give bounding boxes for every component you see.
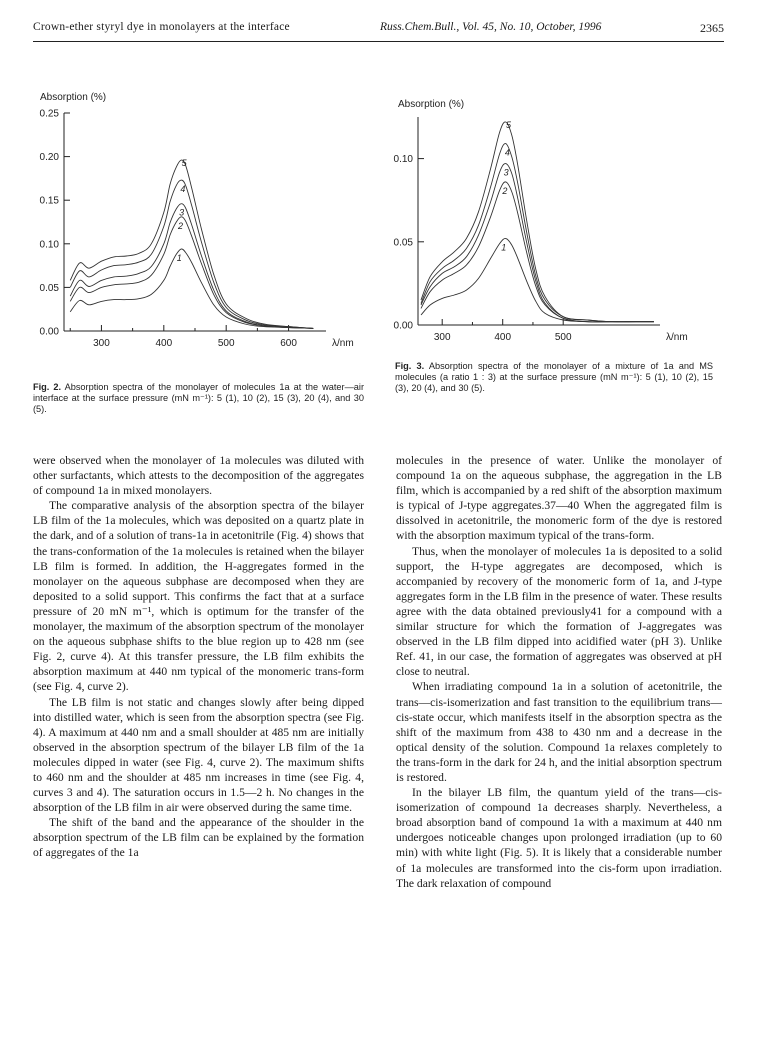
fig2-series-line-3 (70, 204, 313, 329)
fig3-y-tick-label: 0.00 (393, 320, 413, 332)
paragraph: The shift of the band and the appearance of the shoulder in the absorption spectrum of the LB film can be explained by the formation of aggregates of the 1a (33, 816, 364, 860)
fig2-x-tick-label: 300 (93, 338, 110, 349)
fig2-y-tick-label: 0.25 (39, 108, 59, 120)
fig3-series-line-3 (421, 164, 654, 322)
fig3-x-tick-label: 300 (433, 332, 451, 343)
fig3-x-tick-label: 500 (554, 332, 572, 343)
journal-citation: Russ.Chem.Bull., Vol. 45, No. 10, October, 1996 (380, 21, 602, 33)
fig2-y-tick-label: 0.00 (39, 326, 59, 338)
header-rule (33, 41, 724, 42)
fig3-series-label-4: 4 (504, 147, 510, 158)
fig2-ylabel: Absorption (%) (40, 92, 107, 103)
paragraph: When irradiating compound 1a in a solution of acetonitrile, the trans—cis-isomerization and fast transition to the equilibrium trans—cis-state occur, which manifests itself in the absorption spectra as the shift of the maximum from 438 to 430 nm and a decrease in the optical density of the solution. Compound 1a relaxes completely to the trans-form in the dark for 24 h, and the initial absorption spectrum is restored. (396, 680, 722, 784)
paragraph: In the bilayer LB film, the quantum yield of the trans—cis-isomerization of compound 1a decreases sharply. Nevertheless, a broad absorption band of compound 1a with a maximum at 440 nm undergoes noticeable changes upon prolonged irradiation (up to 60 min) with white light (Fig. 5). It is likely that a considerable number of 1a molecules are transformed into the cis-form upon irradiation. The dark relaxation of compound (396, 786, 722, 890)
fig3-series-line-2 (421, 182, 654, 322)
fig2-series-line-4 (70, 180, 313, 328)
fig3-x-axis-label: λ/nm (666, 332, 688, 343)
fig2-caption-label: Fig. 2. (33, 382, 62, 392)
fig3-caption-label: Fig. 3. (395, 361, 425, 371)
paragraph: The comparative analysis of the absorption spectra of the bilayer LB film of the 1a molecules, which was deposited on a quartz plate in the dark, and of a solution of trans-1a in acetonitrile (Fig. 4) shows that the trans-conformation of the 1a molecules is retained when the bilayer LB film is formed. In addition, the H-aggregates formed in the monolayer on the aqueous subphase are decomposed when they are deposited to a solid support. This confirms the fact that at a surface pressure of 20 mN m⁻¹, which is optimum for the transfer of the monolayer, the maximum of the absorption spectrum of the monolayer on the aqueous subphase shifts to the blue region up to 428 nm (see Fig. 2, curve 4). At this transfer pressure, the LB film exhibits the absorption maximum at 440 nm typical of the monomeric trans-form (see Fig. 4, curve 2). (33, 499, 364, 694)
fig2-x-tick-label: 600 (280, 338, 297, 349)
figure-2-caption (33, 382, 364, 416)
fig3-y-tick-label: 0.10 (393, 154, 413, 166)
fig3-series-line-4 (421, 144, 654, 322)
figure-3-chart (390, 95, 720, 345)
fig2-series-label-3: 3 (179, 207, 185, 218)
fig2-caption-body: Absorption spectra of the monolayer of molecules 1a at the water—air interface at the surface pressure (mN m⁻¹): 5 (1), 10 (2), 15 (3), 20 (4), and 30 (5). (33, 382, 365, 415)
paragraph: molecules in the presence of water. Unlike the monolayer of compound 1a on the aqueous subphase, the aggregation in the LB film, which is accompanied by a red shift of the absorption maximum is typical of J-type aggregates.37—40 When the aggregated film is dissolved in acetonitrile, the monomeric form of the dye is restored with the absorption maximum typical of the trans-form. (396, 454, 722, 543)
fig3-ylabel: Absorption (%) (398, 99, 465, 110)
figure-3-caption (395, 361, 713, 395)
fig2-y-tick-label: 0.10 (39, 239, 59, 251)
fig3-caption-body: Absorption spectra of the monolayer of a mixture of 1a and MS molecules (a ratio 1 : 3) at the surface pressure (mN m⁻¹): 5 (1), 10 (2), 15 (3), 20 (4), and 30 (5). (395, 361, 714, 394)
fig3-series-label-2: 2 (502, 185, 508, 196)
fig3-series-label-1: 1 (501, 242, 507, 253)
fig2-series-label-1: 1 (176, 253, 182, 264)
fig2-y-tick-label: 0.15 (39, 195, 59, 207)
figure-2-chart (30, 88, 370, 368)
fig3-series-label-5: 5 (506, 119, 512, 130)
fig2-series-line-1 (70, 249, 313, 328)
fig2-x-axis-label: λ/nm (332, 338, 354, 349)
fig2-series-line-2 (70, 217, 313, 329)
paragraph: Thus, when the monolayer of molecules 1a is deposited to a solid support, the H-type aggregates are decomposed, which is accompanied by recovery of the monomeric form of 1a, and J-type aggregates form in the LB film in the presence of water. These results agree with the data obtained previously41 for a compound with a similar structure for which the formation of J-aggregates was observed in the LB film dipped into acidified water (pH 3). Unlike Ref. 41, in our case, the formation of aggregates was observed at pH close to neutral. (396, 544, 722, 679)
fig3-y-tick-label: 0.05 (393, 237, 413, 249)
fig2-series-label-2: 2 (177, 220, 183, 231)
body-column-right (396, 453, 722, 891)
running-title: Crown-ether styryl dye in monolayers at the interface (33, 21, 290, 33)
fig2-y-tick-label: 0.05 (39, 282, 59, 294)
fig3-series-line-1 (421, 238, 654, 321)
paragraph: The LB film is not static and changes slowly after being dipped into distilled water, which is seen from the absorption spectra (see Fig. 4). A maximum at 440 nm and a small shoulder at 485 nm are initially observed in the absorption spectrum of the bilayer LB film of the 1a molecules dipped in water (see Fig. 4, curve 2). The maximum shifts to 460 nm and the shoulder at 485 nm increases in time (see Fig. 4, curves 3 and 4). The saturation occurs in 1.5—2 h. No changes in the absorption of the LB film in air were observed during the same time. (33, 695, 364, 815)
fig2-y-tick-label: 0.20 (39, 152, 59, 164)
paragraph: were observed when the monolayer of 1a molecules was diluted with other surfactants, which attests to the decomposition of the aggregates of compound 1a in mixed monolayers. (33, 454, 364, 498)
fig2-series-label-4: 4 (180, 184, 186, 195)
fig3-x-tick-label: 400 (494, 332, 512, 343)
fig2-series-label-5: 5 (181, 158, 187, 169)
fig2-series-line-5 (70, 160, 313, 328)
fig3-series-label-3: 3 (503, 167, 509, 178)
page-number: 2365 (700, 21, 724, 35)
fig2-x-tick-label: 400 (155, 338, 173, 349)
fig2-x-tick-label: 500 (217, 338, 235, 349)
running-header (33, 21, 724, 39)
body-column-left (33, 453, 364, 861)
